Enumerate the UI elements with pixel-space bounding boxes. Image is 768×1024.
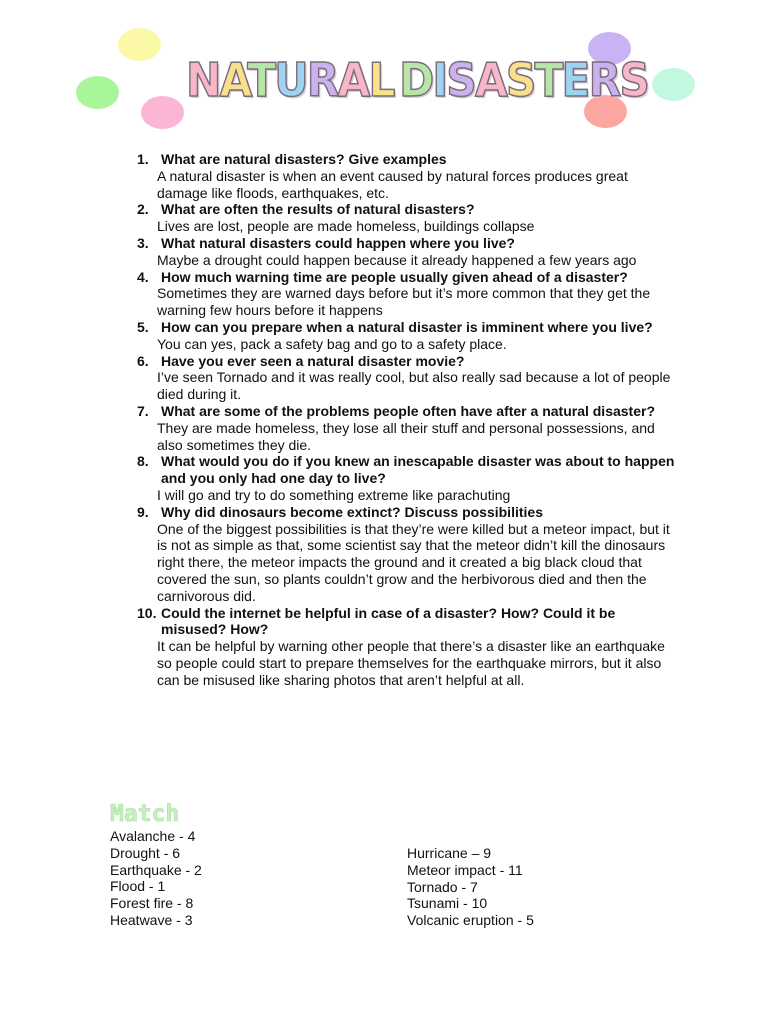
title-letter: S [619, 53, 649, 107]
answer-text: I’ve seen Tornado and it was really cool, but also really sad because a lot of people died during it. [157, 369, 671, 403]
title-letter: S [446, 53, 475, 107]
title-letter: E [561, 53, 589, 107]
question-item [137, 504, 677, 605]
title-letter: A [219, 53, 248, 107]
question-number: 3. [137, 234, 149, 251]
match-item: Drought - 6 [110, 844, 181, 861]
title-letter: I [432, 53, 447, 107]
title-letter: T [247, 53, 275, 107]
decor-dot-pink [141, 96, 184, 129]
question-number: 8. [137, 453, 149, 470]
question-item [137, 453, 677, 503]
match-list-right [407, 845, 534, 929]
question-number: 1. [137, 151, 149, 167]
question-item [137, 269, 677, 319]
answer-text: It can be helpful by warning other people that there’s a disaster like an earthquake so people could start to prepare themselves for the earthquake mirrors, but it also can be misused like sharing photos that aren’t helpful at all. [157, 638, 665, 688]
title-letter: D [399, 53, 433, 107]
question-text: What are natural disasters? Give examples [161, 151, 447, 167]
match-item: Meteor impact - 11 [407, 861, 523, 878]
answer-text: One of the biggest possibilities is that they’re were killed but a meteor impact, but it is not as simple as that, some scientist say that the meteor didn’t kill the dinosaurs right there, the meteor impacts the ground and it created a big black cloud that covered the sun, so plants couldn’t grow and the herbivorous died and then the carnivorous did. [157, 520, 670, 604]
question-text: Have you ever seen a natural disaster movie? [161, 352, 465, 369]
match-item: Forest fire - 8 [110, 895, 194, 912]
question-text: Could the internet be helpful in case of a disaster? How? Could it be misused? How? [161, 604, 616, 638]
title-letter: A [337, 53, 369, 107]
question-number: 6. [137, 352, 149, 369]
match-item: Avalanche - 4 [110, 828, 196, 844]
question-number: 10. [137, 604, 157, 621]
answer-text: A natural disaster is when an event caused by natural forces produces great damage like floods, earthquakes, etc. [157, 167, 628, 201]
title-letter: R [306, 53, 338, 107]
decor-dot-green [76, 76, 119, 109]
title-letter: R [588, 53, 620, 107]
title-letter: N [186, 53, 220, 107]
title-letter: L [368, 53, 394, 107]
decor-dot-yellow [118, 28, 161, 61]
answer-text: Lives are lost, people are made homeless, buildings collapse [157, 218, 535, 235]
match-item: Earthquake - 2 [110, 861, 202, 878]
question-text: What are often the results of natural disasters? [161, 201, 475, 218]
question-item [137, 235, 677, 269]
title-letter: S [505, 53, 535, 107]
match-item: Flood - 1 [110, 878, 166, 895]
question-number: 2. [137, 201, 149, 218]
match-list-left [110, 828, 202, 929]
match-item: Hurricane – 9 [407, 845, 492, 861]
match-item: Heatwave - 3 [110, 911, 193, 928]
question-item [137, 605, 677, 689]
page-title [186, 50, 649, 110]
answer-text: Maybe a drought could happen because it already happened a few years ago [157, 251, 637, 268]
question-item [137, 151, 677, 201]
question-number: 5. [137, 318, 149, 335]
question-number: 4. [137, 268, 149, 285]
answer-text: Sometimes they are warned days before but it’s more common that they get the warning few hours before it happens [157, 285, 651, 319]
title-letter: A [474, 53, 506, 107]
match-heading: Match [110, 801, 180, 827]
question-text: How much warning time are people usually given ahead of a disaster? [161, 268, 628, 285]
question-text: What are some of the problems people often have after a natural disaster? [161, 402, 656, 419]
question-text: Why did dinosaurs become extinct? Discuss possibilities [161, 503, 543, 520]
match-item: Volcanic eruption - 5 [407, 912, 534, 929]
question-item [137, 319, 677, 353]
title-letter: U [274, 53, 307, 107]
match-item: Tsunami - 10 [407, 895, 488, 912]
answer-text: You can yes, pack a safety bag and go to a safety place. [157, 335, 507, 352]
question-number: 7. [137, 402, 149, 419]
question-text: What natural disasters could happen where you live? [161, 234, 515, 251]
match-item: Tornado - 7 [407, 878, 478, 895]
question-number: 9. [137, 503, 149, 520]
question-item [137, 201, 677, 235]
answer-text: They are made homeless, they lose all their stuff and personal possessions, and also sometimes they die. [157, 419, 655, 453]
title-letter: T [534, 53, 562, 107]
question-list [137, 151, 677, 689]
question-item [137, 403, 677, 453]
question-item [137, 353, 677, 403]
decor-dot-mint [652, 68, 695, 101]
question-text: How can you prepare when a natural disaster is imminent where you live? [161, 318, 653, 335]
question-text: What would you do if you knew an inescapable disaster was about to happen and you only had one day to live? [161, 453, 675, 487]
answer-text: I will go and try to do something extreme like parachuting [157, 486, 511, 503]
